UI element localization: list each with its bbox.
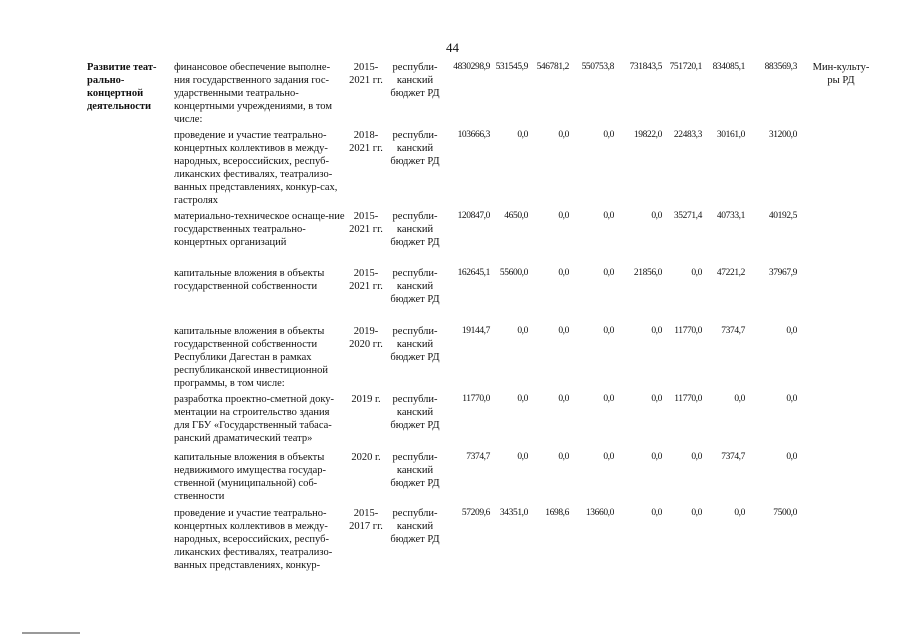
row-value: 546781,2 [536,62,569,72]
row-value: 13660,0 [585,508,614,518]
row-funding-source: республи-канский бюджет РД [390,211,440,248]
row-value: 7500,0 [773,508,797,518]
row-value: 0,0 [558,130,569,140]
row-value: 47221,2 [716,268,745,278]
row-value: 21856,0 [633,268,662,278]
row-value: 30161,0 [716,130,745,140]
row-value: 0,0 [517,326,528,336]
row-total: 7374,7 [466,452,490,462]
row-value: 0,0 [603,130,614,140]
row-description: разработка проектно-сметной доку-ментации на строительство здания для ГБУ «Государственный табаса-ранский драматический театр» [174,394,335,444]
row-total: 103666,3 [457,130,490,140]
row-value: 31200,0 [768,130,797,140]
row-value: 0,0 [651,452,662,462]
row-value: 40733,1 [716,211,745,221]
row-value: 40192,5 [768,211,797,221]
row-value: 0,0 [786,326,797,336]
row-value: 731843,5 [629,62,662,72]
row-value: 0,0 [603,211,614,221]
row-value: 0,0 [651,394,662,404]
row-value: 0,0 [558,268,569,278]
row-value: 0,0 [558,211,569,221]
row-funding-source: республи-канский бюджет РД [390,452,440,489]
row-period: 2019 г. [351,394,381,405]
row-value: 531545,9 [495,62,528,72]
row-value: 0,0 [603,326,614,336]
row-description: материально-техническое оснаще-ние государственных театрально-концертных организаций [174,211,345,248]
row-value: 0,0 [734,508,745,518]
row-period: 2015-2017 гг. [349,508,383,532]
row-total: 4830298,9 [453,62,490,72]
row-value: 0,0 [651,211,662,221]
row-funding-source: республи-канский бюджет РД [390,62,440,99]
row-value: 4650,0 [504,211,528,221]
row-value: 0,0 [786,394,797,404]
row-description: финансовое обеспечение выполне-ния государственного задания гос-ударственными театрально-концертными учреждениями, в том числе: [174,62,332,125]
row-description: капитальные вложения в объекты недвижимого имущества государ-ственной (муниципальной) соб-ственности [174,452,327,502]
row-value: 22483,3 [673,130,702,140]
row-value: 883569,3 [764,62,797,72]
row-period: 2015-2021 гг. [349,211,383,235]
row-value: 0,0 [691,508,702,518]
row-period: 2018-2021 гг. [349,130,383,154]
section-title: Развитие теат-рально-концертной деятельности [87,62,157,112]
row-value: 7374,7 [721,326,745,336]
row-total: 57209,6 [461,508,490,518]
row-period: 2015-2021 гг. [349,268,383,292]
row-value: 751720,1 [669,62,702,72]
row-total: 19144,7 [461,326,490,336]
row-value: 37967,9 [768,268,797,278]
row-value: 0,0 [603,452,614,462]
row-value: 11770,0 [674,394,702,404]
row-value: 0,0 [734,394,745,404]
row-value: 55600,0 [499,268,528,278]
row-value: 0,0 [603,268,614,278]
row-value: 0,0 [691,452,702,462]
row-description: проведение и участие театрально-концертных коллективов в между-народных, всероссийских, респуб-ликанских фестивалях, театрализо-ванных представлениях, конкур-сах, гастролях [174,130,338,206]
row-period: 2015-2021 гг. [349,62,383,86]
row-value: 1698,6 [545,508,569,518]
row-value: 11770,0 [674,326,702,336]
row-value: 0,0 [786,452,797,462]
row-total: 120847,0 [457,211,490,221]
row-description: проведение и участие театрально-концертных коллективов в между-народных, всероссийских, респуб-ликанских фестивалях, театрализо-ванных представлениях, конкур- [174,508,333,571]
row-period: 2019-2020 гг. [349,326,383,350]
scan-edge-mark [22,632,80,634]
row-value: 0,0 [651,326,662,336]
row-value: 0,0 [558,394,569,404]
page-number: 44 [446,40,459,55]
row-value: 0,0 [517,130,528,140]
row-description: капитальные вложения в объекты государственной собственности Республики Дагестан в рамках республиканской инвестиционной программы, в том числе: [174,326,328,389]
row-funding-source: республи-канский бюджет РД [390,394,440,431]
row-funding-source: республи-канский бюджет РД [390,326,440,363]
row-value: 0,0 [651,508,662,518]
row-value: 19822,0 [633,130,662,140]
row-funding-source: республи-канский бюджет РД [390,268,440,305]
row-description: капитальные вложения в объекты государственной собственности [174,268,325,292]
row-value: 0,0 [558,326,569,336]
row-value: 0,0 [603,394,614,404]
row-value: 0,0 [558,452,569,462]
row-total: 11770,0 [462,394,490,404]
row-value: 834085,1 [712,62,745,72]
row-value: 0,0 [517,394,528,404]
responsible-executor: Мин-культу-ры РД [812,62,870,86]
row-value: 550753,8 [581,62,614,72]
row-funding-source: республи-канский бюджет РД [390,508,440,545]
row-total: 162645,1 [457,268,490,278]
row-period: 2020 г. [351,452,381,463]
row-value: 0,0 [691,268,702,278]
row-value: 7374,7 [721,452,745,462]
row-value: 34351,0 [499,508,528,518]
row-value: 0,0 [517,452,528,462]
row-value: 35271,4 [673,211,702,221]
row-funding-source: республи-канский бюджет РД [390,130,440,167]
